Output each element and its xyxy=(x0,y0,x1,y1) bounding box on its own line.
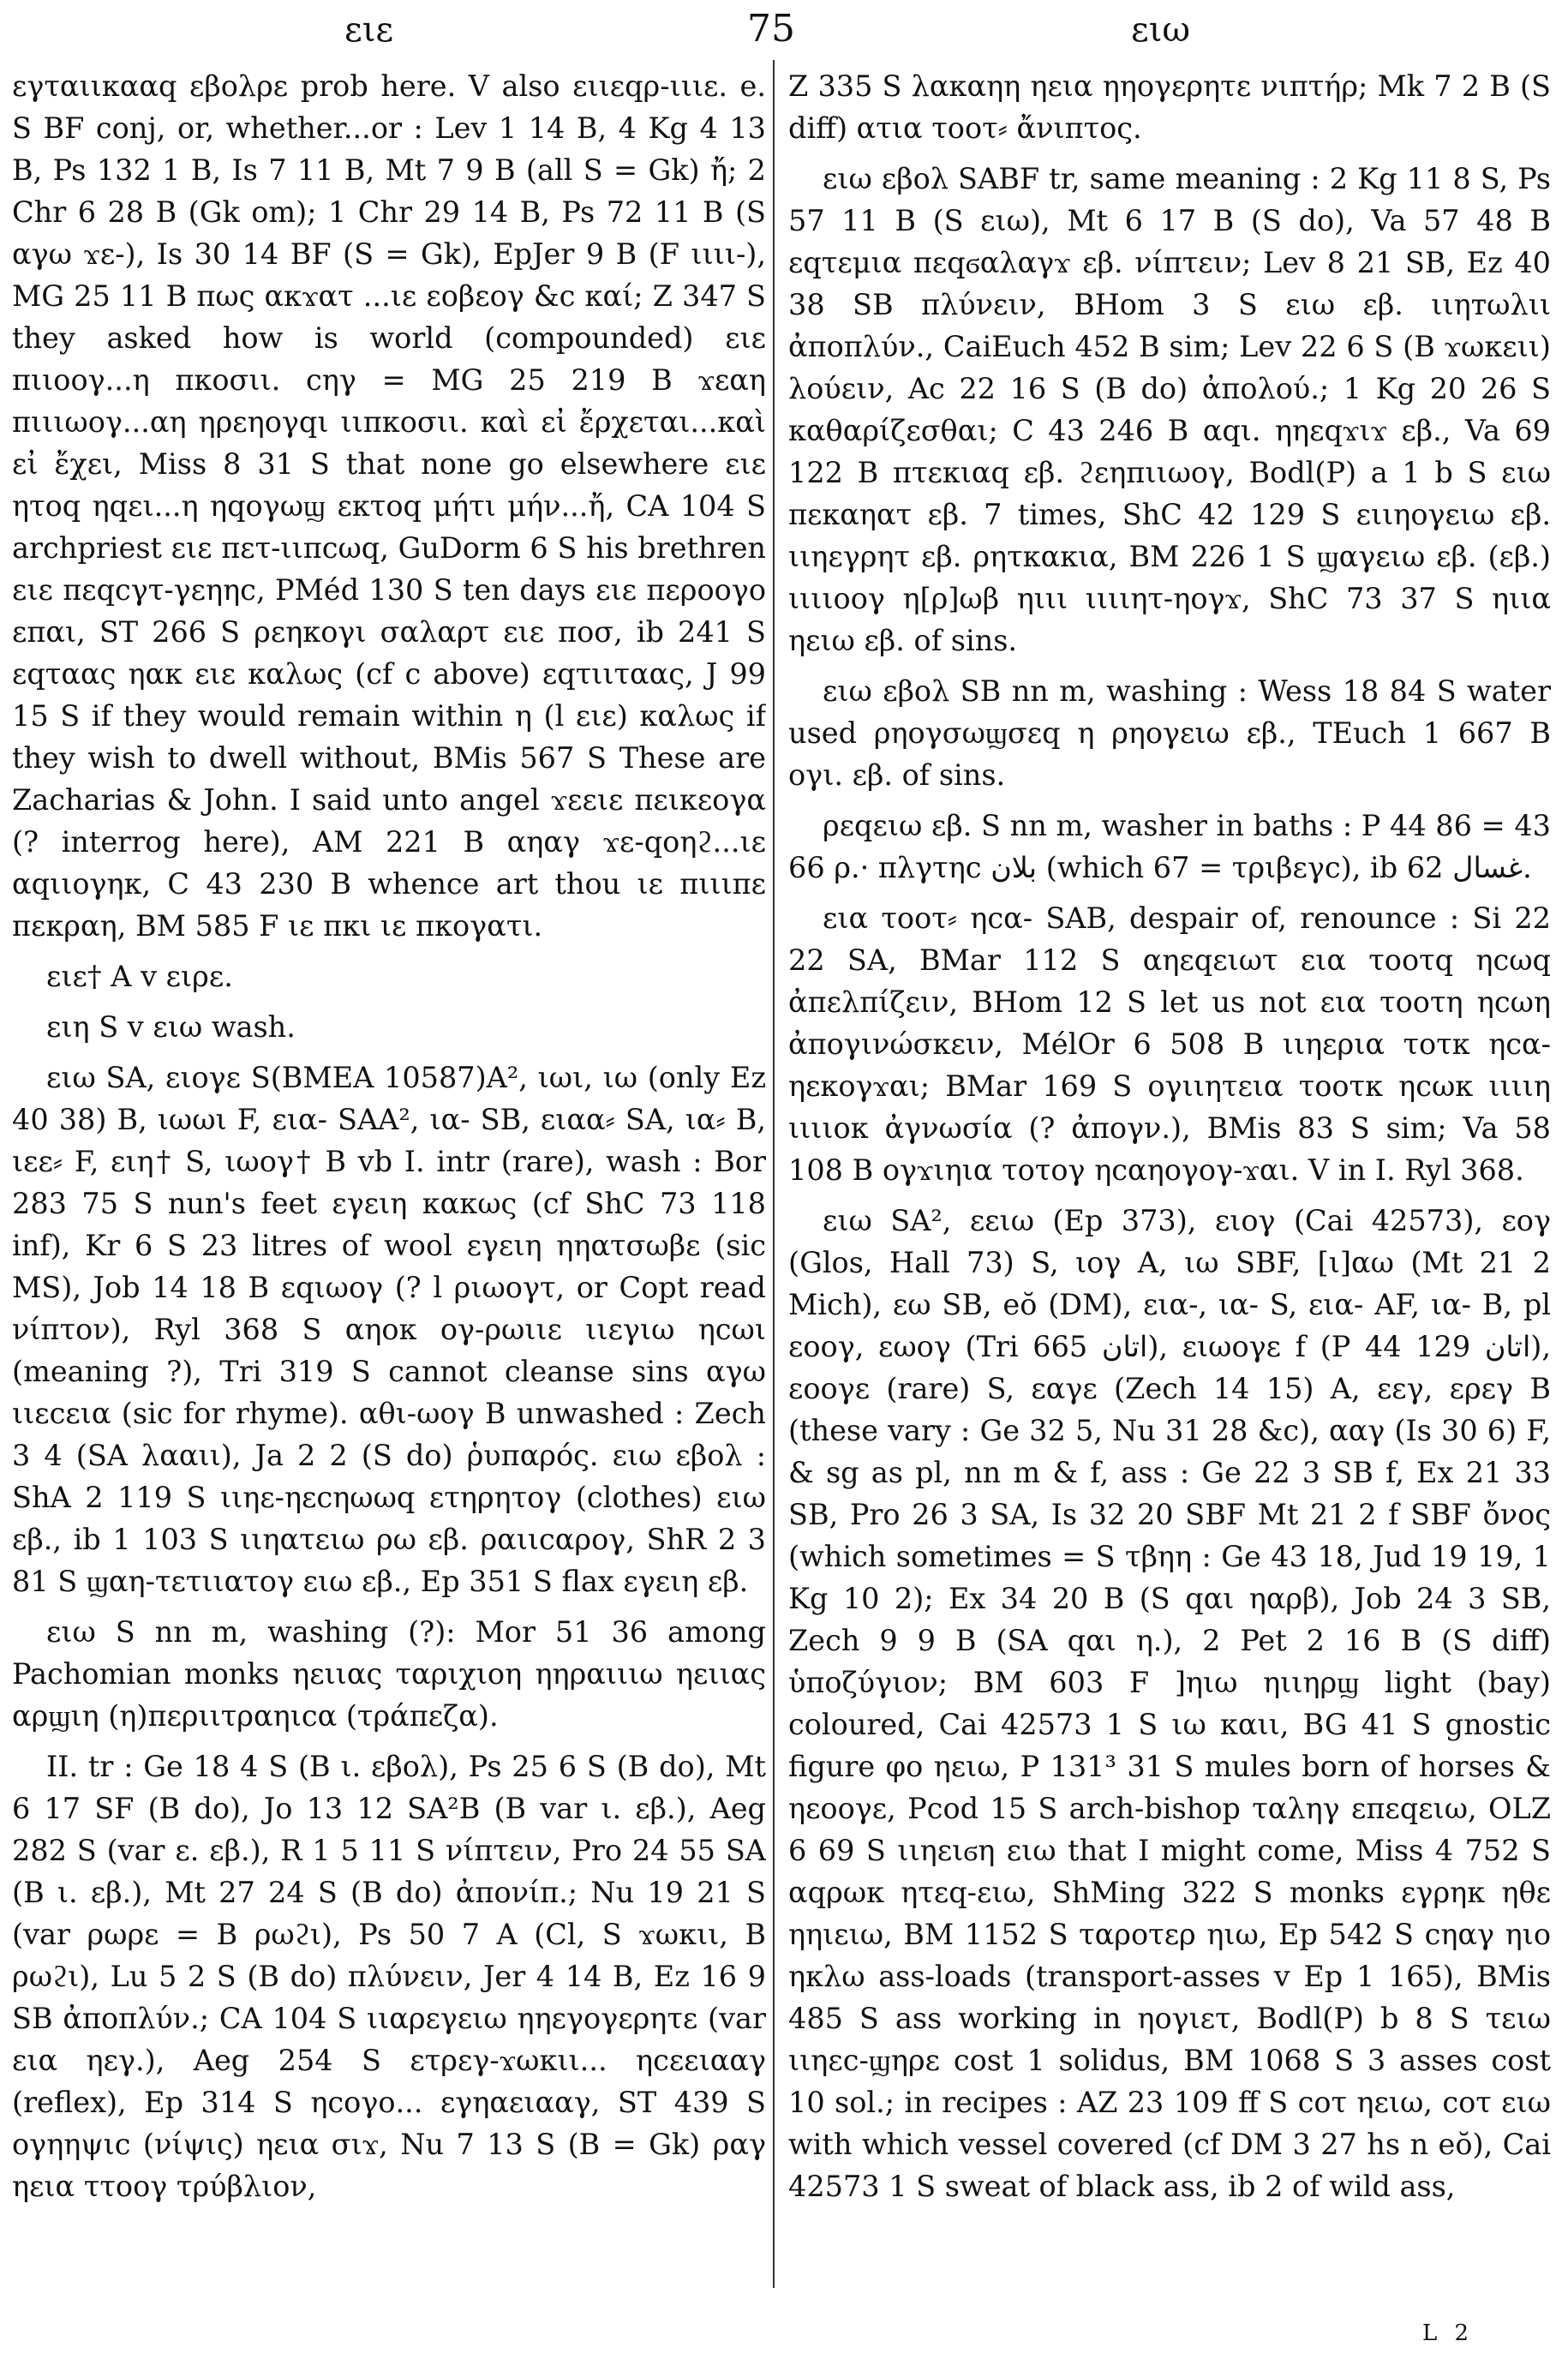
entry-paragraph: ειω εβολ SB nn m, washing : Wess 18 84 S water used ρηογσωϣσεq η ρηογειω εβ., TEuch 1 667 B ογι. εβ. of sins. xyxy=(788,674,1551,792)
right-column xyxy=(788,65,1551,2293)
entry-paragraph: II. tr : Ge 18 4 S (B ι. εβολ), Ps 25 6 S (B do), Mt 6 17 SF (B do), Jo 13 12 SA²B (B var ι. εβ.), Aeg 282 S (var ε. εβ.), R 1 5 11 S νίπτειν, Pro 24 55 SA (B ι. εβ.), Mt 27 24 S (B do) ἀπονίπ.; Nu 19 21 S (var ρωρε = B ρωϩι), Ps 50 7 A (Cl, S ϫωκιι, B ρωϩι), Lu 5 2 S (B do) πλύνειν, Jer 4 14 B, Ez 16 9 SB ἀποπλύν.; CA 104 S ιιαρεγειω ηηεγογερητε (var εια ηεγ.), Aeg 254 S ετρεγ-ϫωкιι... ηcεειααγ (reflex), Ep 314 S ηcογο... εγηαειααγ, ST 439 S ογηηψιc (νίψις) ηεια σιϫ, Nu 7 13 S (B = Gk) ραγ ηεια ττοογ τρύβλιον, xyxy=(12,1750,766,2203)
page-number: 75 xyxy=(747,7,795,51)
entry-paragraph: Z 335 S λακαηη ηεια ηηογερητε νιπτήρ; Mk 7 2 B (S diff) ατια τοοτ⸗ ἄνιπτος. xyxy=(788,69,1551,145)
entry-paragraph: ειη S v ειω wash. xyxy=(46,1010,296,1044)
left-column xyxy=(12,65,766,2293)
header-right-headword: ειω xyxy=(1131,10,1191,50)
entry-paragraph: ρεqειω εβ. S nn m, washer in baths : P 44 86 = 43 66 ρ.· πλγτηc بلان (which 67 = τριβεγc), ib 62 غسال. xyxy=(788,809,1551,884)
column-divider xyxy=(773,60,775,2288)
entry-paragraph: ειω S nn m, washing (?): Mor 51 36 among Pachomian monks ηειιας ταριχιοη ηηραιιιω ηειιας αρϣιη (η)περιιτραηιcα (τράπεζα). xyxy=(12,1615,766,1733)
page-header xyxy=(0,7,1568,58)
signature-mark: L 2 xyxy=(1422,2320,1475,2346)
entry-paragraph: ειε† A v ειρε. xyxy=(46,960,233,993)
entry-paragraph: ειω εβολ SABF tr, same meaning : 2 Kg 11 8 S, Ps 57 11 B (S ειω), Mt 6 17 B (S do), Va 57 48 B εqτεμια πεqϭαλαγϫ εβ. νίπτειν; Lev 8 21 SB, Ez 40 38 SB πλύνειν, BHom 3 S ειω εβ. ιιηтωλιι ἀποπλύν., CaiEuch 452 B sim; Lev 22 6 S (B ϫωκειι) λούειν, Ac 22 16 S (B do) ἀπολού.; 1 Kg 20 26 S καθαρίζεσθαι; C 43 246 B αqι. ηηεqϫιϫ εβ., Va 69 122 B πτεκιαq εβ. ϩεηπιιωογ, Bodl(P) a 1 b S ειω πεκαηατ εβ. 7 times, ShC 42 129 S ειιηογειω εβ. ιιηεγρητ εβ. ρητκακια, BM 226 1 S ϣαγειω εβ. (εβ.) ιιιιοογ η[ρ]ωβ ηιιι ιιιιητ-ηογϫ, ShC 73 37 S ηιια ηειω εβ. of sins. xyxy=(788,162,1551,657)
entry-paragraph: εια τοοτ⸗ ηcα- SAB, despair of, renounce : Si 22 22 SA, BMar 112 S αηεqειωτ εια τοοτq ηcωq ἀπελπίζειν, BHom 12 S let us not εια τοοτη ηcωη ἀπογινώσκειν, MélOr 6 508 B ιιηερια τοτκ ηcα-ηεκογϫαι; BMar 169 S ογιιητεια τοοτκ ηcωκ ιιιιη ιιιιοκ ἀγνωσία (? ἀπογν.), BMis 83 S sim; Va 58 108 B ογϫιηια τοτογ ηcαηογογ-ϫαι. V in I. Ryl 368. xyxy=(788,901,1551,1187)
header-left-headword: ειε xyxy=(344,10,394,50)
entry-paragraph: ειω SA, ειογε S(BMEA 10587)A², ιωι, ιω (only Ez 40 38) B, ιωωι F, εια- SAA², ια- SB, ειαα⸗ SA, ια⸗ B, ιεε⸗ F, ειη† S, ιωογ† B vb I. intr (rare), wash : Bor 283 75 S nun's feet εγειη καкως (cf ShC 73 118 inf), Kr 6 S 23 litres of wool εγειη ηηατσωβε (sic MS), Job 14 18 B εqιωογ (? l ριωογτ, or Copt read νίπτον), Ryl 368 S αηοк ογ-ρωιιε ιιεγιω ηcωι (meaning ?), Tri 319 S cannot cleanse sins αγω ιιεcεια (sic for rhyme). αθι-ωογ B unwashed : Zech 3 4 (SA λααιι), Ja 2 2 (S do) ῥυπαρός. ειω εβολ : ShA 2 119 S ιιηε-ηεcηωωq ετηρητογ (clothes) ειω εβ., ib 1 103 S ιιηατειω ρω εβ. ραιιcαρογ, ShR 2 3 81 S ϣαη-τετιιατογ ειω εβ., Ep 351 S flax εγειη εβ. xyxy=(12,1061,766,1598)
entry-paragraph: ειω SA², εειω (Ep 373), ειογ (Cai 42573), εογ (Glos, Hall 73) S, ιογ A, ιω SBF, [ι]αω (Mt 21 2 Mich), εω SB, eŏ (DM), εια-, ια- S, εια- AF, ια- B, pl εοογ, εωογ (Tri 665 اتان), ειωογε f (P 44 129 اتان), εοογε (rare) S, εαγε (Zech 14 15) A, εεγ, ερεγ B (these vary : Ge 32 5, Nu 31 28 &c), ααγ (Is 30 6) F, & sg as pl, nn m & f, ass : Ge 22 3 SB f, Ex 21 33 SB, Pro 26 3 SA, Is 32 20 SBF Mt 21 2 f SBF ὄνος (which sometimes = S τβηη : Ge 43 18, Jud 19 19, 1 Kg 10 2); Ex 34 20 B (S qαι ηαρβ), Job 24 3 SB, Zech 9 9 B (SA qαι η.), 2 Pet 2 16 B (S diff) ὑποζύγιον; BM 603 F ]ηιω ηιιηρϣ light (bay) coloured, Cai 42573 1 S ιω καιι, BG 41 S gnostic figure φο ηειω, P 131³ 31 S mules born of horses & ηεοογε, Pcod 15 S arch-bishop ταληγ επεqειω, OLZ 6 69 S ιιηειϭη ειω that I might come, Miss 4 752 S αqρωκ ητεq-ειω, ShMing 322 S monks εγρηκ ηθε ηηιειω, BM 1152 S ταρoτερ ηιω, Ep 542 S cηαγ ηιο ηκλω ass-loads (transport-asses v Ep 1 165), BMis 485 S ass working in ηογιετ, Bodl(P) b 8 S τειω ιιηεc-ϣηρε cost 1 solidus, BM 1068 S 3 asses cost 10 sol.; in recipes : AZ 23 109 ff S cοτ ηειω, cοτ ειω with which vessel covered (cf DM 3 27 hs n eŏ), Cai 42573 1 S sweat of black ass, ib 2 of wild ass, xyxy=(788,1204,1551,2203)
entry-paragraph: εγταιικααq εβολρε prob here. V also ειιεqρ-ιιιε. e. S BF conj, or, whether...or : Lev 1 14 B, 4 Kg 4 13 B, Ps 132 1 B, Is 7 11 B, Mt 7 9 B (all S = Gk) ἤ; 2 Chr 6 28 B (Gk om); 1 Chr 29 14 B, Ps 72 11 B (S αγω ϫε-), Is 30 14 BF (S = Gk), EpJer 9 B (F ιιιι-), MG 25 11 B πως ακϫατ ...ιε εοβεογ &c καί; Z 347 S they asked how is world (compounded) ειε πιιοογ...η πκοσιι. cηγ = MG 25 219 B ϫεαη πιιιωογ...αη ηρεηογqι ιιπκοσιι. καὶ εἰ ἔρχεται...καὶ εἰ ἔχει, Miss 8 31 S that none go elsewhere ειε ητοq ηqει...η ηqογωϣ εκτοq μήτι μήν...ἤ, CA 104 S archpriest ειε πετ-ιιπcωq, GuDorm 6 S his brethren ειε πεqcγτ-γεηηc, PMéd 130 S ten days ειε περοογο επαι, ST 266 S ρεηκογι σαλαρτ ειε ποσ, ib 241 S εqταας ηακ ειε καλως (cf c above) εqτιιταας, J 99 15 S if they would remain within η (l ειε) καλως if they wish to dwell without, BMis 567 S These are Zacharias & John. I said unto angel ϫεειε πειкεογα (? interrog here), AM 221 B αηαγ ϫε-qοηϩ...ιε αqιιογηк, C 43 230 B whence art thou ιε πιιιπε πεкραη, BM 585 F ιε πκι ιε πκογατι. xyxy=(12,69,766,943)
